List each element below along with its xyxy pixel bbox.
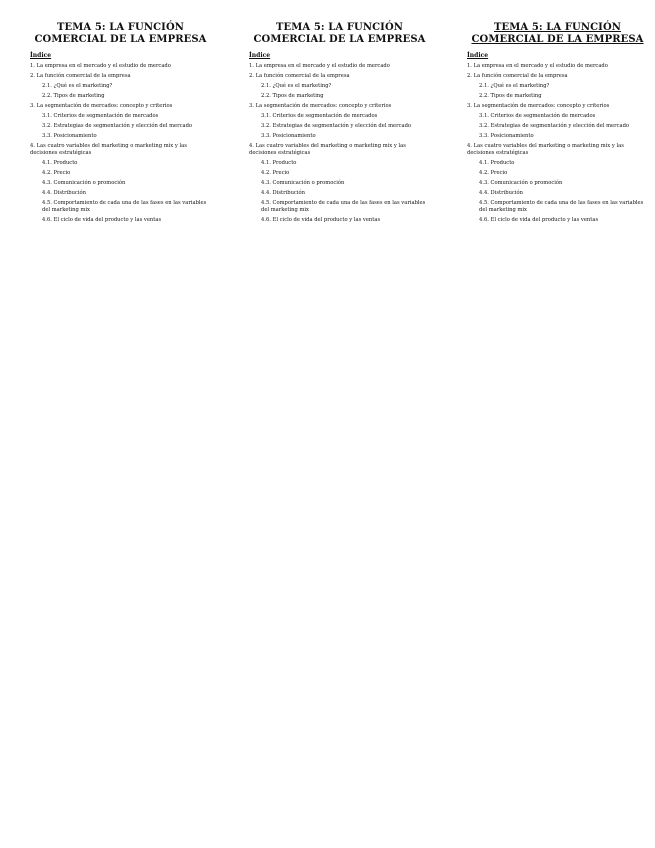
index-item: 4. Las cuatro variables del marketing o marketing mix y las decisiones estratégicas — [249, 143, 406, 156]
index-item: 2. La función comercial de la empresa — [30, 73, 131, 79]
index-item: 4. Las cuatro variables del marketing o marketing mix y las decisiones estratégicas — [467, 143, 624, 156]
index-item: 4.2. Precio — [479, 170, 508, 176]
index-item: 4.1. Producto — [261, 160, 297, 166]
index-item: 1. La empresa en el mercado y el estudio de mercado — [30, 63, 171, 69]
title-line-2: COMERCIAL DE LA EMPRESA — [471, 34, 644, 45]
index-item: 4.3. Comunicación o promoción — [261, 180, 345, 186]
index-item: 4.6. El ciclo de vida del producto y las ventas — [42, 217, 162, 223]
index-item: 2. La función comercial de la empresa — [467, 73, 568, 79]
document-column-2 — [247, 22, 432, 227]
index-item: 4.6. El ciclo de vida del producto y las ventas — [261, 217, 381, 223]
index-item: 3.1. Criterios de segmentación de mercados — [42, 113, 159, 119]
index-item: 3.2. Estrategias de segmentación y elección del mercado — [261, 123, 412, 129]
index-item: 4.6. El ciclo de vida del producto y las ventas — [479, 217, 599, 223]
index-item: 3.3. Posicionamiento — [261, 133, 316, 139]
index-item: 1. La empresa en el mercado y el estudio de mercado — [467, 63, 608, 69]
index-item: 3. La segmentación de mercados: concepto y criterios — [467, 103, 610, 109]
index-item: 2.2. Tipos de marketing — [479, 93, 542, 99]
index-item: 3.2. Estrategias de segmentación y elección del mercado — [479, 123, 630, 129]
index-item: 4.2. Precio — [42, 170, 71, 176]
index-item: 3.1. Criterios de segmentación de mercados — [479, 113, 596, 119]
index-heading: Índice — [467, 52, 489, 59]
index-item: 4.4. Distribución — [42, 190, 86, 196]
index-item: 2.2. Tipos de marketing — [42, 93, 105, 99]
title-line-1: TEMA 5: LA FUNCIÓN — [56, 22, 185, 33]
document-column-3 — [465, 22, 650, 227]
index-item: 2.2. Tipos de marketing — [261, 93, 324, 99]
index-item: 1. La empresa en el mercado y el estudio de mercado — [249, 63, 390, 69]
index-item: 4.1. Producto — [479, 160, 515, 166]
index-item: 2.1. ¿Qué es el marketing? — [42, 83, 113, 89]
index-item: 4.2. Precio — [261, 170, 290, 176]
index-item: 4.3. Comunicación o promoción — [479, 180, 563, 186]
index-heading: Índice — [30, 52, 52, 59]
index-item: 3.1. Criterios de segmentación de mercados — [261, 113, 378, 119]
page-title — [247, 22, 432, 46]
index-list — [465, 63, 650, 224]
title-line-1: TEMA 5: LA FUNCIÓN — [275, 22, 404, 33]
index-list — [247, 63, 432, 224]
index-item: 4.5. Comportamiento de cada una de las fases en las variables del marketing mix — [261, 200, 426, 213]
index-item: 2. La función comercial de la empresa — [249, 73, 350, 79]
index-heading: Índice — [249, 52, 271, 59]
title-line-2: COMERCIAL DE LA EMPRESA — [34, 34, 207, 45]
index-item: 2.1. ¿Qué es el marketing? — [479, 83, 550, 89]
index-item: 4.5. Comportamiento de cada una de las fases en las variables del marketing mix — [42, 200, 207, 213]
index-item: 3. La segmentación de mercados: concepto y criterios — [249, 103, 392, 109]
index-item: 3.3. Posicionamiento — [479, 133, 534, 139]
index-item: 3.3. Posicionamiento — [42, 133, 97, 139]
index-list — [28, 63, 213, 224]
index-item: 4. Las cuatro variables del marketing o marketing mix y las decisiones estratégicas — [30, 143, 187, 156]
index-item: 3.2. Estrategias de segmentación y elección del mercado — [42, 123, 193, 129]
index-item: 4.4. Distribución — [479, 190, 523, 196]
document-column-1 — [28, 22, 213, 227]
index-item: 3. La segmentación de mercados: concepto y criterios — [30, 103, 173, 109]
index-item: 4.5. Comportamiento de cada una de las fases en las variables del marketing mix — [479, 200, 644, 213]
index-item: 4.3. Comunicación o promoción — [42, 180, 126, 186]
index-item: 2.1. ¿Qué es el marketing? — [261, 83, 332, 89]
page-title — [465, 22, 650, 46]
index-item: 4.4. Distribución — [261, 190, 305, 196]
page-title — [28, 22, 213, 46]
index-item: 4.1. Producto — [42, 160, 78, 166]
title-line-1: TEMA 5: LA FUNCIÓN — [493, 22, 622, 33]
title-line-2: COMERCIAL DE LA EMPRESA — [253, 34, 426, 45]
